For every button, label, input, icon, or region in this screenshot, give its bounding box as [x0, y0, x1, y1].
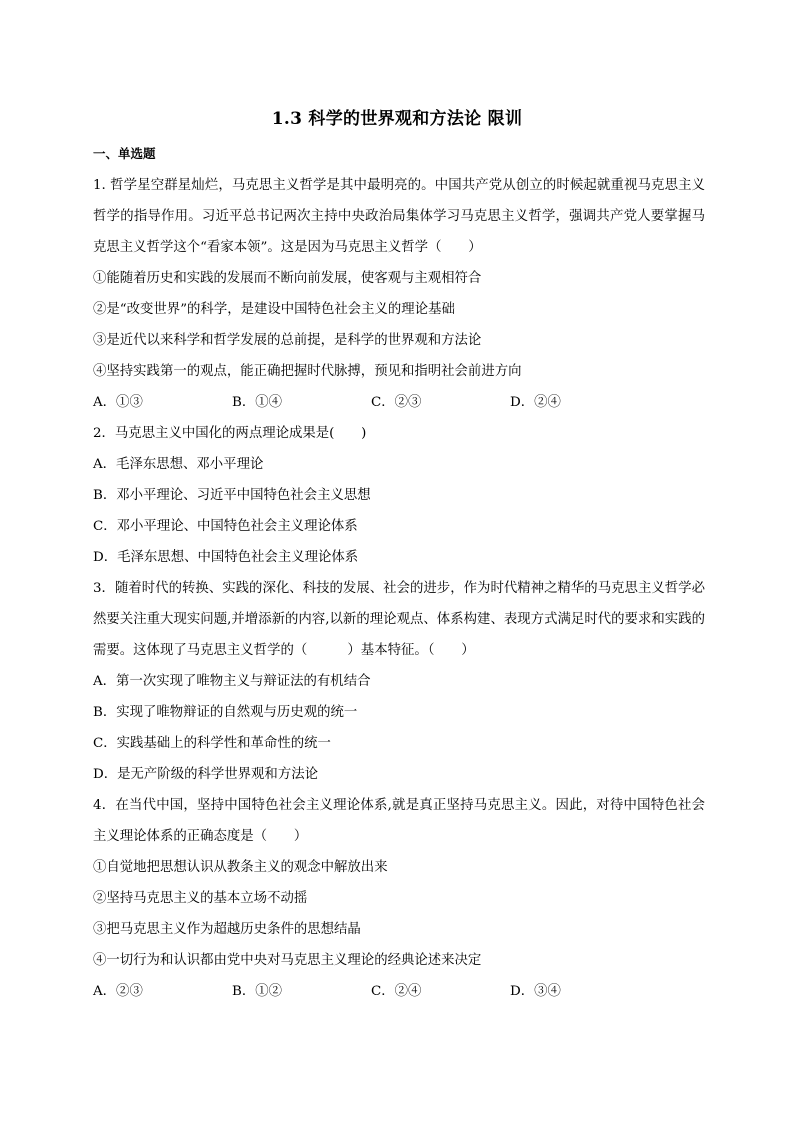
question-4-statement-4: ④一切行为和认识都由党中央对马克思主义理论的经典论述来决定: [93, 953, 482, 968]
section-heading: 一、单选题: [93, 146, 156, 161]
question-1-statement-4: ④坚持实践第一的观点，能正确把握时代脉搏，预见和指明社会前进方向: [93, 364, 522, 379]
question-2-choice-c: C．邓小平理论、中国特色社会主义理论体系: [93, 519, 358, 534]
question-1-stem: 1. 哲学星空群星灿烂，马克思主义哲学是其中最明亮的。中国共产党从创立的时候起就重视马克思主义哲学的指导作用。习近平总书记两次主持中央政治局集体学习马克思主义哲学，强调共产党人要掌握马克思主义哲学这个“看家本领”。这是因为马克思主义哲学（ ）: [93, 178, 705, 255]
question-4-statement-2: ②坚持马克思主义的基本立场不动摇: [93, 891, 308, 906]
question-3-choice-c: C．实践基础上的科学性和革命性的统一: [93, 736, 331, 751]
question-1-option-d: D．②④: [510, 395, 561, 410]
question-4-option-d: D．③④: [510, 984, 561, 999]
question-1-option-a: A．①③: [93, 395, 143, 410]
question-1-statement-2: ②是“改变世界”的科学，是建设中国特色社会主义的理论基础: [93, 302, 455, 317]
question-4-option-a: A．②③: [93, 984, 143, 999]
question-3-choice-b: B．实现了唯物辩证的自然观与历史观的统一: [93, 705, 358, 720]
question-1-options: [93, 387, 705, 418]
question-3-choice-d: D．是无产阶级的科学世界观和方法论: [93, 767, 318, 782]
question-1-statement-1: ①能随着历史和实践的发展而不断向前发展，使客观与主观相符合: [93, 271, 482, 286]
question-4-stem: 4．在当代中国，坚持中国特色社会主义理论体系,就是真正坚持马克思主义。因此，对待中国特色社会主义理论体系的正确态度是（ ）: [93, 798, 705, 844]
question-4-statement-1: ①自觉地把思想认识从教条主义的观念中解放出来: [93, 860, 388, 875]
question-4-option-c: C．②④: [371, 984, 422, 999]
question-2-choice-b: B．邓小平理论、习近平中国特色社会主义思想: [93, 488, 371, 503]
question-4-statement-3: ③把马克思主义作为超越历史条件的思想结晶: [93, 922, 361, 937]
question-1-statement-3: ③是近代以来科学和哲学发展的总前提，是科学的世界观和方法论: [93, 333, 482, 348]
question-3-choice-a: A．第一次实现了唯物主义与辩证法的有机结合: [93, 674, 371, 689]
question-3-stem: 3．随着时代的转换、实践的深化、科技的发展、社会的进步，作为时代精神之精华的马克思主义哲学必然要关注重大现实问题,并增添新的内容,以新的理论观点、体系构建、表现方式满足时代的要求和实践的需要。这体现了马克思主义哲学的（ ）基本特征。（ ）: [93, 581, 705, 658]
question-2-choice-a: A．毛泽东思想、邓小平理论: [93, 457, 264, 472]
question-4-options: [93, 976, 705, 1007]
document-title: 1.3 科学的世界观和方法论 限训: [271, 109, 523, 129]
question-4-option-b: B．①②: [232, 984, 283, 999]
question-1-option-b: B．①④: [232, 395, 283, 410]
question-list: [93, 170, 705, 1007]
question-2-stem: 2．马克思主义中国化的两点理论成果是( ): [93, 426, 367, 441]
question-2-choice-d: D．毛泽东思想、中国特色社会主义理论体系: [93, 550, 359, 565]
question-1-option-c: C．②③: [371, 395, 422, 410]
